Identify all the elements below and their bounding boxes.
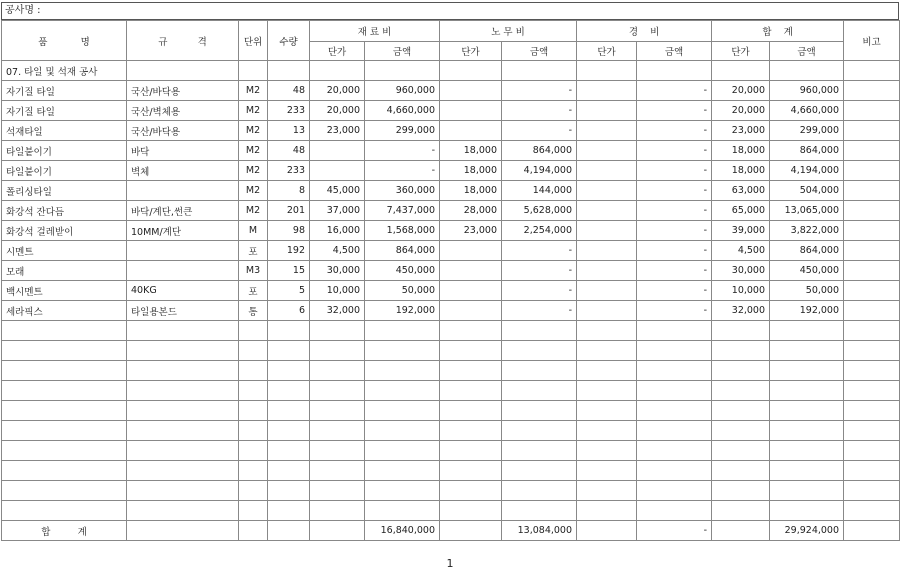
labor-amount: - xyxy=(502,101,577,121)
expense-amount: - xyxy=(637,301,712,321)
header-item: 품 명 xyxy=(2,21,127,61)
labor-amount: - xyxy=(502,301,577,321)
item-unit: M2 xyxy=(239,101,268,121)
material-price: 16,000 xyxy=(310,221,365,241)
section-row xyxy=(2,61,900,81)
page-number: 1 xyxy=(446,557,454,570)
total-expense-amount: - xyxy=(637,521,712,541)
material-amount: 1,568,000 xyxy=(365,221,440,241)
item-unit: M2 xyxy=(239,121,268,141)
sum-amount: 504,000 xyxy=(770,181,844,201)
table-row xyxy=(2,201,900,221)
table-row xyxy=(2,141,900,161)
section-title: 07. 타일 및 석재 공사 xyxy=(2,61,127,81)
expense-amount: - xyxy=(637,281,712,301)
item-unit: M2 xyxy=(239,181,268,201)
item-name: 타일붙이기 xyxy=(2,141,127,161)
expense-price xyxy=(577,141,637,161)
item-qty: 48 xyxy=(268,141,310,161)
expense-amount: - xyxy=(637,181,712,201)
item-qty: 13 xyxy=(268,121,310,141)
material-amount: 299,000 xyxy=(365,121,440,141)
item-name: 자기질 타일 xyxy=(2,101,127,121)
item-note xyxy=(844,301,900,321)
header-expense-amount: 금액 xyxy=(637,42,712,61)
sum-price: 18,000 xyxy=(712,141,770,161)
item-spec: 벽체 xyxy=(127,161,239,181)
labor-amount: - xyxy=(502,281,577,301)
sum-amount: 450,000 xyxy=(770,261,844,281)
item-qty: 15 xyxy=(268,261,310,281)
item-qty: 6 xyxy=(268,301,310,321)
material-price: 23,000 xyxy=(310,121,365,141)
total-labor-amount: 13,084,000 xyxy=(502,521,577,541)
header-labor-price: 단가 xyxy=(440,42,502,61)
sum-price: 32,000 xyxy=(712,301,770,321)
empty-row xyxy=(2,361,900,381)
item-note xyxy=(844,161,900,181)
sum-price: 20,000 xyxy=(712,81,770,101)
material-amount: 50,000 xyxy=(365,281,440,301)
item-unit: M2 xyxy=(239,161,268,181)
labor-price: 18,000 xyxy=(440,161,502,181)
expense-amount: - xyxy=(637,221,712,241)
material-price: 4,500 xyxy=(310,241,365,261)
item-unit: 포 xyxy=(239,281,268,301)
header-material: 재 료 비 xyxy=(310,21,440,42)
sum-amount: 50,000 xyxy=(770,281,844,301)
labor-price: 23,000 xyxy=(440,221,502,241)
item-name: 모래 xyxy=(2,261,127,281)
table-row xyxy=(2,301,900,321)
expense-price xyxy=(577,161,637,181)
labor-price xyxy=(440,301,502,321)
table-row xyxy=(2,281,900,301)
sum-amount: 960,000 xyxy=(770,81,844,101)
item-spec xyxy=(127,261,239,281)
material-price: 37,000 xyxy=(310,201,365,221)
material-price: 20,000 xyxy=(310,101,365,121)
expense-price xyxy=(577,81,637,101)
material-price: 20,000 xyxy=(310,81,365,101)
labor-amount: 4,194,000 xyxy=(502,161,577,181)
expense-price xyxy=(577,241,637,261)
item-name: 세라픽스 xyxy=(2,301,127,321)
material-amount: 192,000 xyxy=(365,301,440,321)
item-qty: 8 xyxy=(268,181,310,201)
header-qty: 수량 xyxy=(268,21,310,61)
item-note xyxy=(844,101,900,121)
empty-row xyxy=(2,381,900,401)
sum-price: 23,000 xyxy=(712,121,770,141)
total-material-amount: 16,840,000 xyxy=(365,521,440,541)
item-note xyxy=(844,281,900,301)
item-name: 폴리싱타일 xyxy=(2,181,127,201)
material-amount: 360,000 xyxy=(365,181,440,201)
sum-amount: 192,000 xyxy=(770,301,844,321)
sum-price: 4,500 xyxy=(712,241,770,261)
item-unit: M2 xyxy=(239,201,268,221)
empty-row xyxy=(2,501,900,521)
expense-amount: - xyxy=(637,201,712,221)
labor-price: 18,000 xyxy=(440,181,502,201)
table-row xyxy=(2,101,900,121)
table-row xyxy=(2,161,900,181)
header-material-price: 단가 xyxy=(310,42,365,61)
item-unit: M2 xyxy=(239,141,268,161)
labor-amount: - xyxy=(502,241,577,261)
table-row xyxy=(2,181,900,201)
material-price xyxy=(310,161,365,181)
material-amount: 960,000 xyxy=(365,81,440,101)
item-note xyxy=(844,141,900,161)
table-row xyxy=(2,81,900,101)
sum-price: 18,000 xyxy=(712,161,770,181)
expense-amount: - xyxy=(637,261,712,281)
header-sum-price: 단가 xyxy=(712,42,770,61)
material-amount: - xyxy=(365,141,440,161)
labor-price xyxy=(440,121,502,141)
item-note xyxy=(844,241,900,261)
empty-row xyxy=(2,461,900,481)
item-qty: 5 xyxy=(268,281,310,301)
item-qty: 233 xyxy=(268,101,310,121)
item-name: 화강석 잔다듬 xyxy=(2,201,127,221)
item-spec: 타일용본드 xyxy=(127,301,239,321)
labor-amount: - xyxy=(502,261,577,281)
sum-price: 39,000 xyxy=(712,221,770,241)
project-name-label: 공사명 : xyxy=(1,2,899,20)
table-row xyxy=(2,241,900,261)
empty-row xyxy=(2,321,900,341)
header-expense-price: 단가 xyxy=(577,42,637,61)
material-price: 10,000 xyxy=(310,281,365,301)
total-row xyxy=(2,521,900,541)
sum-amount: 864,000 xyxy=(770,241,844,261)
labor-price xyxy=(440,101,502,121)
item-spec: 국산/바닥용 xyxy=(127,121,239,141)
item-qty: 48 xyxy=(268,81,310,101)
header-note: 비고 xyxy=(844,21,900,61)
expense-price xyxy=(577,301,637,321)
table-row xyxy=(2,261,900,281)
expense-price xyxy=(577,201,637,221)
sum-price: 30,000 xyxy=(712,261,770,281)
item-unit: 통 xyxy=(239,301,268,321)
sum-amount: 4,194,000 xyxy=(770,161,844,181)
item-name: 자기질 타일 xyxy=(2,81,127,101)
item-qty: 201 xyxy=(268,201,310,221)
item-unit: M2 xyxy=(239,81,268,101)
estimate-table xyxy=(1,20,900,541)
item-spec: 10MM/계단 xyxy=(127,221,239,241)
labor-amount: 864,000 xyxy=(502,141,577,161)
item-qty: 233 xyxy=(268,161,310,181)
material-amount: 864,000 xyxy=(365,241,440,261)
labor-amount: 144,000 xyxy=(502,181,577,201)
item-note xyxy=(844,121,900,141)
item-note xyxy=(844,221,900,241)
table-row xyxy=(2,121,900,141)
expense-amount: - xyxy=(637,81,712,101)
item-unit: 포 xyxy=(239,241,268,261)
sum-amount: 299,000 xyxy=(770,121,844,141)
expense-amount: - xyxy=(637,161,712,181)
labor-amount: 5,628,000 xyxy=(502,201,577,221)
labor-price xyxy=(440,81,502,101)
header-unit: 단위 xyxy=(239,21,268,61)
expense-price xyxy=(577,181,637,201)
empty-row xyxy=(2,481,900,501)
item-spec: 바닥 xyxy=(127,141,239,161)
item-unit: M3 xyxy=(239,261,268,281)
item-note xyxy=(844,181,900,201)
labor-amount: - xyxy=(502,81,577,101)
item-name: 시멘트 xyxy=(2,241,127,261)
sum-price: 65,000 xyxy=(712,201,770,221)
sum-amount: 13,065,000 xyxy=(770,201,844,221)
sum-amount: 4,660,000 xyxy=(770,101,844,121)
empty-row xyxy=(2,341,900,361)
expense-price xyxy=(577,221,637,241)
sum-amount: 3,822,000 xyxy=(770,221,844,241)
item-spec: 40KG xyxy=(127,281,239,301)
item-spec xyxy=(127,181,239,201)
labor-amount: 2,254,000 xyxy=(502,221,577,241)
item-name: 타일붙이기 xyxy=(2,161,127,181)
material-amount: 7,437,000 xyxy=(365,201,440,221)
header-sum-amount: 금액 xyxy=(770,42,844,61)
item-name: 화강석 걸레받이 xyxy=(2,221,127,241)
item-spec: 바닥/계단,썬큰 xyxy=(127,201,239,221)
empty-row xyxy=(2,401,900,421)
total-sum-amount: 29,924,000 xyxy=(770,521,844,541)
item-note xyxy=(844,81,900,101)
header-material-amount: 금액 xyxy=(365,42,440,61)
labor-price: 28,000 xyxy=(440,201,502,221)
table-row xyxy=(2,221,900,241)
header-sum: 합 계 xyxy=(712,21,844,42)
item-note xyxy=(844,201,900,221)
material-price xyxy=(310,141,365,161)
labor-price: 18,000 xyxy=(440,141,502,161)
sum-price: 63,000 xyxy=(712,181,770,201)
expense-amount: - xyxy=(637,101,712,121)
item-spec: 국산/바닥용 xyxy=(127,81,239,101)
expense-price xyxy=(577,101,637,121)
header-labor: 노 무 비 xyxy=(440,21,577,42)
expense-price xyxy=(577,121,637,141)
material-price: 30,000 xyxy=(310,261,365,281)
labor-price xyxy=(440,261,502,281)
item-qty: 98 xyxy=(268,221,310,241)
material-price: 45,000 xyxy=(310,181,365,201)
sum-amount: 864,000 xyxy=(770,141,844,161)
expense-amount: - xyxy=(637,241,712,261)
item-qty: 192 xyxy=(268,241,310,261)
header-expense: 경 비 xyxy=(577,21,712,42)
empty-row xyxy=(2,441,900,461)
labor-price xyxy=(440,281,502,301)
material-amount: - xyxy=(365,161,440,181)
header-labor-amount: 금액 xyxy=(502,42,577,61)
item-name: 석재타일 xyxy=(2,121,127,141)
item-note xyxy=(844,261,900,281)
expense-price xyxy=(577,281,637,301)
material-amount: 4,660,000 xyxy=(365,101,440,121)
header-spec: 규 격 xyxy=(127,21,239,61)
item-name: 백시멘트 xyxy=(2,281,127,301)
expense-price xyxy=(577,261,637,281)
sum-price: 20,000 xyxy=(712,101,770,121)
material-price: 32,000 xyxy=(310,301,365,321)
expense-amount: - xyxy=(637,141,712,161)
item-spec: 국산/벽체용 xyxy=(127,101,239,121)
labor-price xyxy=(440,241,502,261)
item-unit: M xyxy=(239,221,268,241)
total-label: 합 계 xyxy=(2,521,127,541)
item-spec xyxy=(127,241,239,261)
sum-price: 10,000 xyxy=(712,281,770,301)
empty-row xyxy=(2,421,900,441)
labor-amount: - xyxy=(502,121,577,141)
expense-amount: - xyxy=(637,121,712,141)
material-amount: 450,000 xyxy=(365,261,440,281)
